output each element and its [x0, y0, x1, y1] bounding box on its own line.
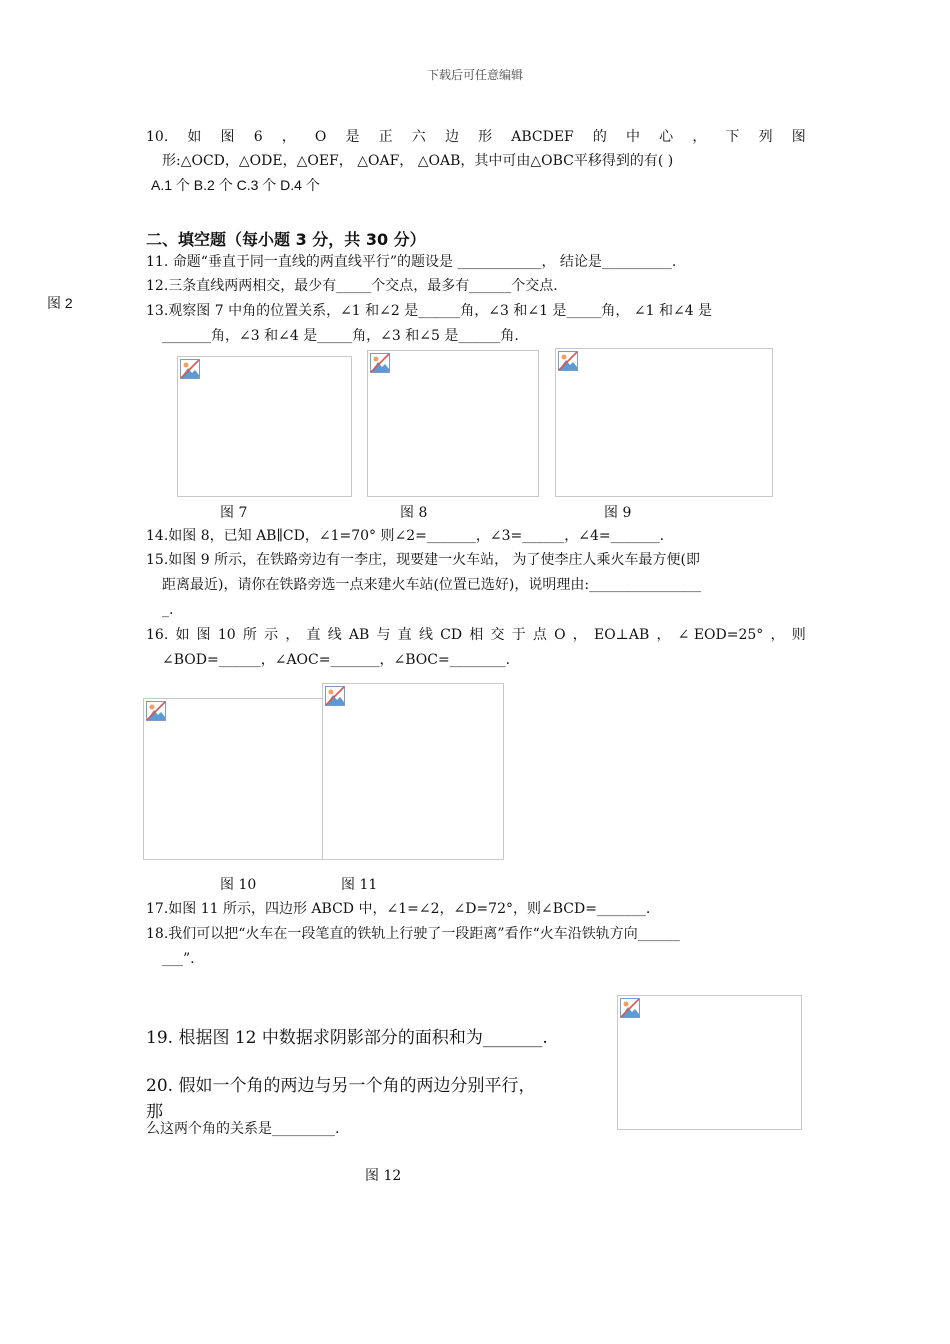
- broken-image-icon: [558, 351, 578, 371]
- justified-token: 是: [345, 129, 360, 145]
- question-19: 19. 根据图 12 中数据求阴影部分的面积和为_______.: [146, 1028, 548, 1048]
- question-15-line-2: 距离最近)，请你在铁路旁选一点来建火车站(位置已选好)，说明理由:________________: [162, 577, 702, 593]
- justified-token: 下: [725, 129, 740, 145]
- justified-token: ，: [692, 129, 707, 145]
- justified-token: CD: [440, 627, 463, 643]
- justified-token: 边: [444, 129, 459, 145]
- figure-12-caption: 图 12: [365, 1168, 402, 1184]
- justified-token: 心: [659, 129, 674, 145]
- justified-token: 图: [220, 129, 235, 145]
- justified-token: ，: [281, 129, 296, 145]
- question-18-line-1: 18.我们可以把“火车在一段笔直的铁轨上行驶了一段距离”看作“火车沿铁轨方向______: [146, 926, 680, 942]
- justified-token: 的: [592, 129, 607, 145]
- question-10-line-1: [146, 128, 806, 146]
- figure-8-caption: 图 8: [400, 505, 428, 521]
- figure-9-image: [555, 348, 773, 497]
- justified-token: 中: [626, 129, 641, 145]
- figure-11-image: [322, 683, 504, 860]
- question-17: 17.如图 11 所示，四边形 ABCD 中，∠1=∠2，∠D=72°，则∠BCD=_______.: [146, 901, 651, 917]
- justified-token: 列: [758, 129, 773, 145]
- justified-token: 于: [511, 627, 526, 643]
- broken-image-icon: [180, 359, 200, 379]
- question-12: 12.三条直线两两相交，最少有_____个交点，最多有______个交点.: [146, 278, 558, 294]
- justified-token: EO⊥AB: [593, 627, 650, 643]
- question-20-line-1: 20. 假如一个角的两边与另一个角的两边分别平行，: [146, 1076, 536, 1096]
- question-15-line-1: 15.如图 9 所示，在铁路旁边有一李庄，现要建一火车站， 为了使李庄人乘火车最方便(即: [146, 552, 700, 568]
- justified-token: 点: [532, 627, 547, 643]
- section-title-fill-in: 二、填空题（每小题 3 分，共 30 分）: [146, 230, 426, 249]
- question-18-line-2: ___”.: [162, 951, 195, 967]
- justified-token: 示: [264, 627, 279, 643]
- broken-image-icon: [620, 998, 640, 1018]
- justified-token: ，: [285, 627, 300, 643]
- question-16-line-2: ∠BOD=______，∠AOC=_______，∠BOC=________.: [162, 652, 511, 668]
- justified-token: O: [554, 627, 566, 643]
- figure-8-image: [367, 350, 539, 497]
- justified-token: 线: [327, 627, 342, 643]
- figure-7-image: [177, 356, 352, 497]
- justified-token: 交: [490, 627, 505, 643]
- figure-10-caption: 图 10: [220, 877, 257, 893]
- justified-token: ∠ EOD=25°: [677, 627, 764, 643]
- figure-7-caption: 图 7: [220, 505, 248, 521]
- justified-token: 图: [791, 129, 806, 145]
- question-13-line-2: _______角，∠3 和∠4 是_____角，∠3 和∠5 是______角.: [162, 328, 519, 344]
- justified-token: ABCDEF: [511, 129, 574, 145]
- broken-image-icon: [146, 701, 166, 721]
- question-10-line-2: 形:△OCD，△ODE，△OEF， △OAF， △OAB，其中可由△OBC平移得到的有( ): [162, 153, 674, 169]
- justified-token: 如: [175, 627, 190, 643]
- justified-token: 16.: [146, 627, 169, 643]
- figure-11-caption: 图 11: [341, 877, 378, 893]
- figure-12-image: [617, 995, 802, 1130]
- question-13-line-1: 13.观察图 7 中角的位置关系，∠1 和∠2 是______角，∠3 和∠1 是_____角， ∠1 和∠4 是: [146, 303, 713, 319]
- figure-9-caption: 图 9: [604, 505, 632, 521]
- broken-image-icon: [370, 353, 390, 373]
- figure-10-image: [143, 698, 323, 860]
- justified-token: 图: [196, 627, 211, 643]
- justified-token: ，: [572, 627, 587, 643]
- justified-token: 六: [411, 129, 426, 145]
- justified-token: 直: [306, 627, 321, 643]
- justified-token: 10.: [146, 129, 169, 145]
- question-11: 11. 命题“垂直于同一直线的两直线平行”的题设是 ____________， 结论是__________.: [146, 254, 677, 270]
- justified-token: 相: [469, 627, 484, 643]
- justified-token: 则: [791, 627, 806, 643]
- justified-token: ，: [770, 627, 785, 643]
- side-figure-label: 图 2: [47, 295, 73, 311]
- question-20-line-3: 么这两个角的关系是_________.: [146, 1121, 340, 1137]
- justified-token: 形: [478, 129, 493, 145]
- justified-token: 6: [253, 129, 263, 145]
- justified-token: 正: [378, 129, 393, 145]
- question-14: 14.如图 8，已知 AB∥CD，∠1=70° 则∠2=_______，∠3=______，∠4=_______.: [146, 528, 665, 544]
- justified-token: 所: [242, 627, 257, 643]
- justified-token: ，: [656, 627, 671, 643]
- justified-token: O: [314, 129, 327, 145]
- justified-token: 10: [217, 627, 236, 643]
- justified-token: 直: [397, 627, 412, 643]
- justified-token: 与: [376, 627, 391, 643]
- justified-token: 如: [187, 129, 202, 145]
- question-10-options: A.1 个 B.2 个 C.3 个 D.4 个: [151, 177, 320, 193]
- broken-image-icon: [325, 686, 345, 706]
- justified-token: 线: [418, 627, 433, 643]
- question-20-line-2: 那: [146, 1102, 163, 1122]
- question-15-line-3: _.: [162, 602, 174, 618]
- page-header: 下载后可任意编辑: [426, 68, 523, 82]
- justified-token: AB: [348, 627, 370, 643]
- question-16-line-1: [146, 626, 806, 644]
